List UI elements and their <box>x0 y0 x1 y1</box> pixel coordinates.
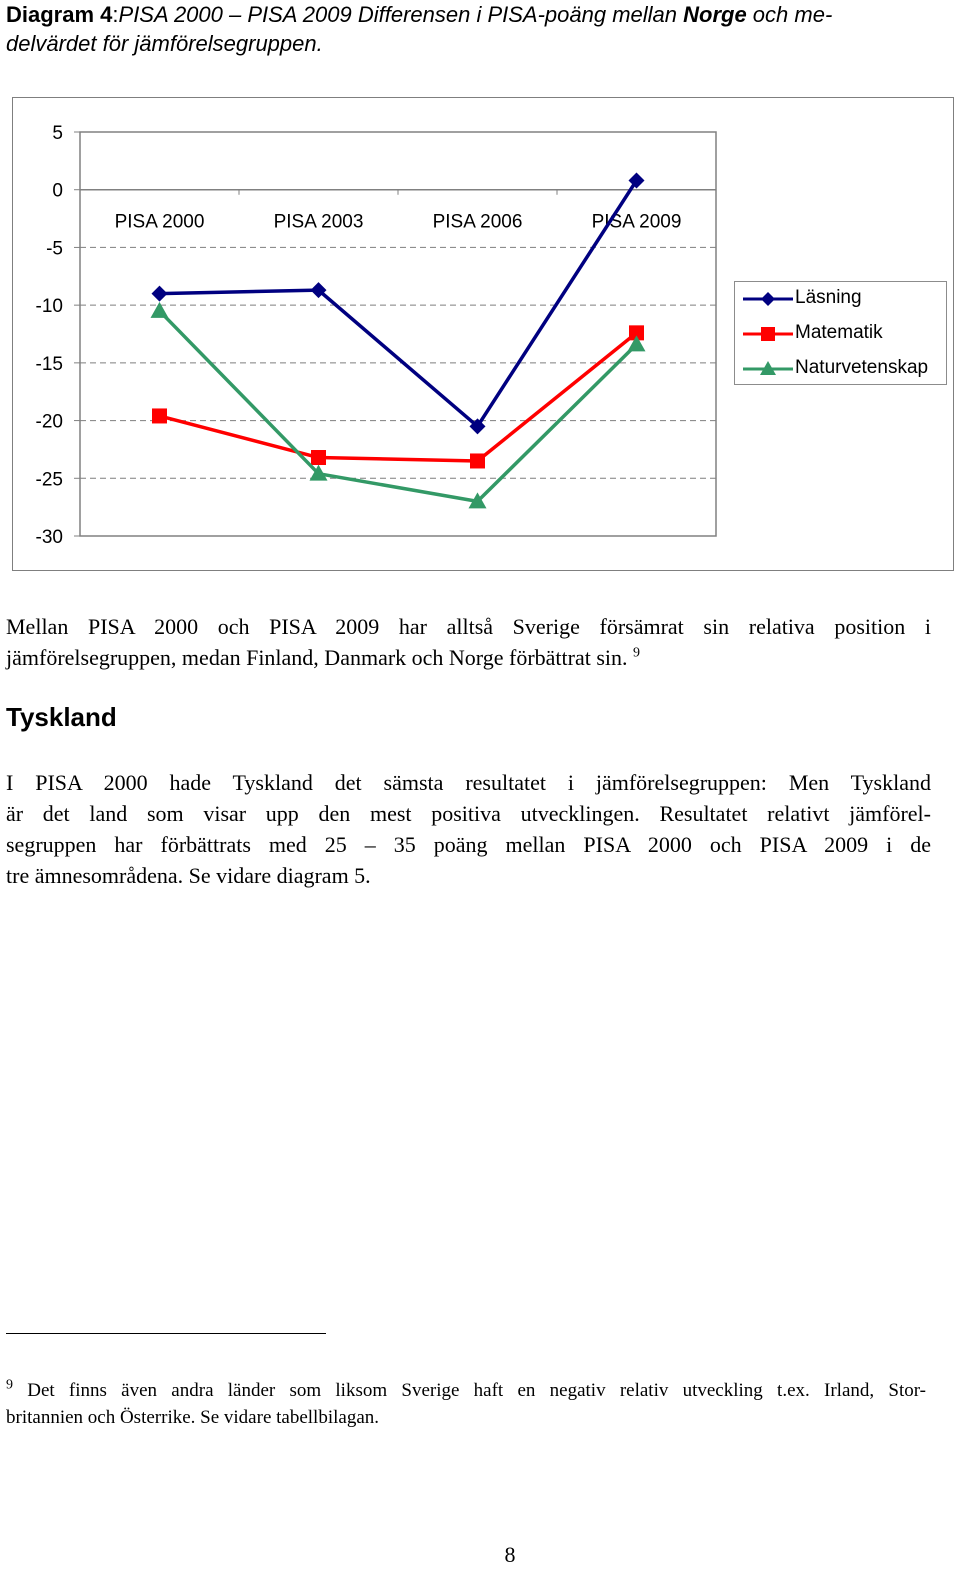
data-point-square <box>152 408 167 423</box>
caption-colon: : <box>112 2 119 27</box>
paragraph-2-line-1: I PISA 2000 hade Tyskland det sämsta resultatet i jämförelsegruppen: Men Tyskland <box>6 770 931 795</box>
y-axis-ticks <box>36 123 80 548</box>
series-layer <box>151 172 646 508</box>
data-point-square <box>470 453 485 468</box>
paragraph-1 <box>6 611 931 673</box>
data-point-triangle <box>151 302 169 318</box>
series-diamond <box>152 172 645 434</box>
page-number: 8 <box>504 1542 516 1567</box>
y-tick-label: -10 <box>35 296 63 318</box>
diamond-marker-icon <box>741 288 795 310</box>
legend-label-lasning: Läsning <box>795 287 862 308</box>
paragraph-2-line-4: tre ämnesområdena. Se vidare diagram 5. <box>6 863 371 888</box>
footnote-number: 9 <box>6 1377 13 1393</box>
y-tick-label: 5 <box>52 123 63 144</box>
x-tick-label: PISA 2009 <box>591 211 682 233</box>
footnote-ref-9[interactable]: 9 <box>633 645 641 661</box>
x-tick-label: PISA 2000 <box>114 211 205 233</box>
y-tick-label: -20 <box>35 411 63 433</box>
footnote-9 <box>6 1377 926 1431</box>
gridlines <box>80 190 716 479</box>
chart-legend <box>734 281 947 385</box>
square-marker-icon <box>741 323 795 345</box>
caption-title-bold: Norge <box>683 2 747 27</box>
data-point-square <box>311 450 326 465</box>
footnote-line-1 <box>6 1377 926 1404</box>
legend-label-naturvetenskap: Naturvetenskap <box>795 357 929 378</box>
legend-label-matematik: Matematik <box>795 322 883 343</box>
footnote-divider <box>6 1333 326 1334</box>
series-square <box>152 325 644 468</box>
series-triangle <box>151 302 646 508</box>
series-line <box>160 333 637 461</box>
paragraph-2-line-2: är det land som visar upp den mest positiva utvecklingen. Resultatet relativt jämförel- <box>6 801 931 826</box>
paragraph-1-line-1: Mellan PISA 2000 och PISA 2009 har alltså Sverige försämrat sin relativa position i <box>6 614 931 639</box>
series-line <box>160 311 637 501</box>
legend-item-matematik <box>735 319 946 349</box>
paragraph-1-line-2-text: jämförelsegruppen, medan Finland, Danmark och Norge förbättrat sin. <box>6 645 628 670</box>
paragraph-1-line-2 <box>6 642 931 673</box>
footnote-line-1-text: Det finns även andra länder som liksom Sverige haft en negativ relativ utveckling t.ex. Irland, Stor- <box>13 1380 926 1401</box>
footnote-line-2: britannien och Österrike. Se vidare tabellbilagan. <box>6 1407 380 1428</box>
caption-title-line2: delvärdet för jämförelsegruppen. <box>6 31 323 56</box>
data-point-diamond <box>152 286 168 302</box>
caption-label: Diagram 4 <box>6 2 113 27</box>
triangle-marker-icon <box>741 358 795 380</box>
x-tick-label: PISA 2003 <box>273 211 364 233</box>
y-tick-label: -25 <box>35 469 63 491</box>
section-heading-tyskland: Tyskland <box>6 702 117 732</box>
y-tick-label: -5 <box>46 238 63 260</box>
paragraph-2-line-3: segruppen har förbättrats med 25 – 35 poäng mellan PISA 2000 och PISA 2009 i de <box>6 832 931 857</box>
x-axis-labels <box>80 190 716 233</box>
caption-title-part2: och me- <box>746 2 833 27</box>
legend-item-naturvetenskap <box>735 354 946 384</box>
x-tick-label: PISA 2006 <box>432 211 523 233</box>
legend-item-lasning <box>735 284 946 314</box>
y-tick-label: -30 <box>35 527 63 548</box>
y-tick-label: 0 <box>52 180 63 202</box>
y-tick-label: -15 <box>35 353 63 375</box>
paragraph-2 <box>6 767 931 891</box>
caption-title-part1: PISA 2000 – PISA 2009 Differensen i PISA-poäng mellan <box>118 2 684 27</box>
